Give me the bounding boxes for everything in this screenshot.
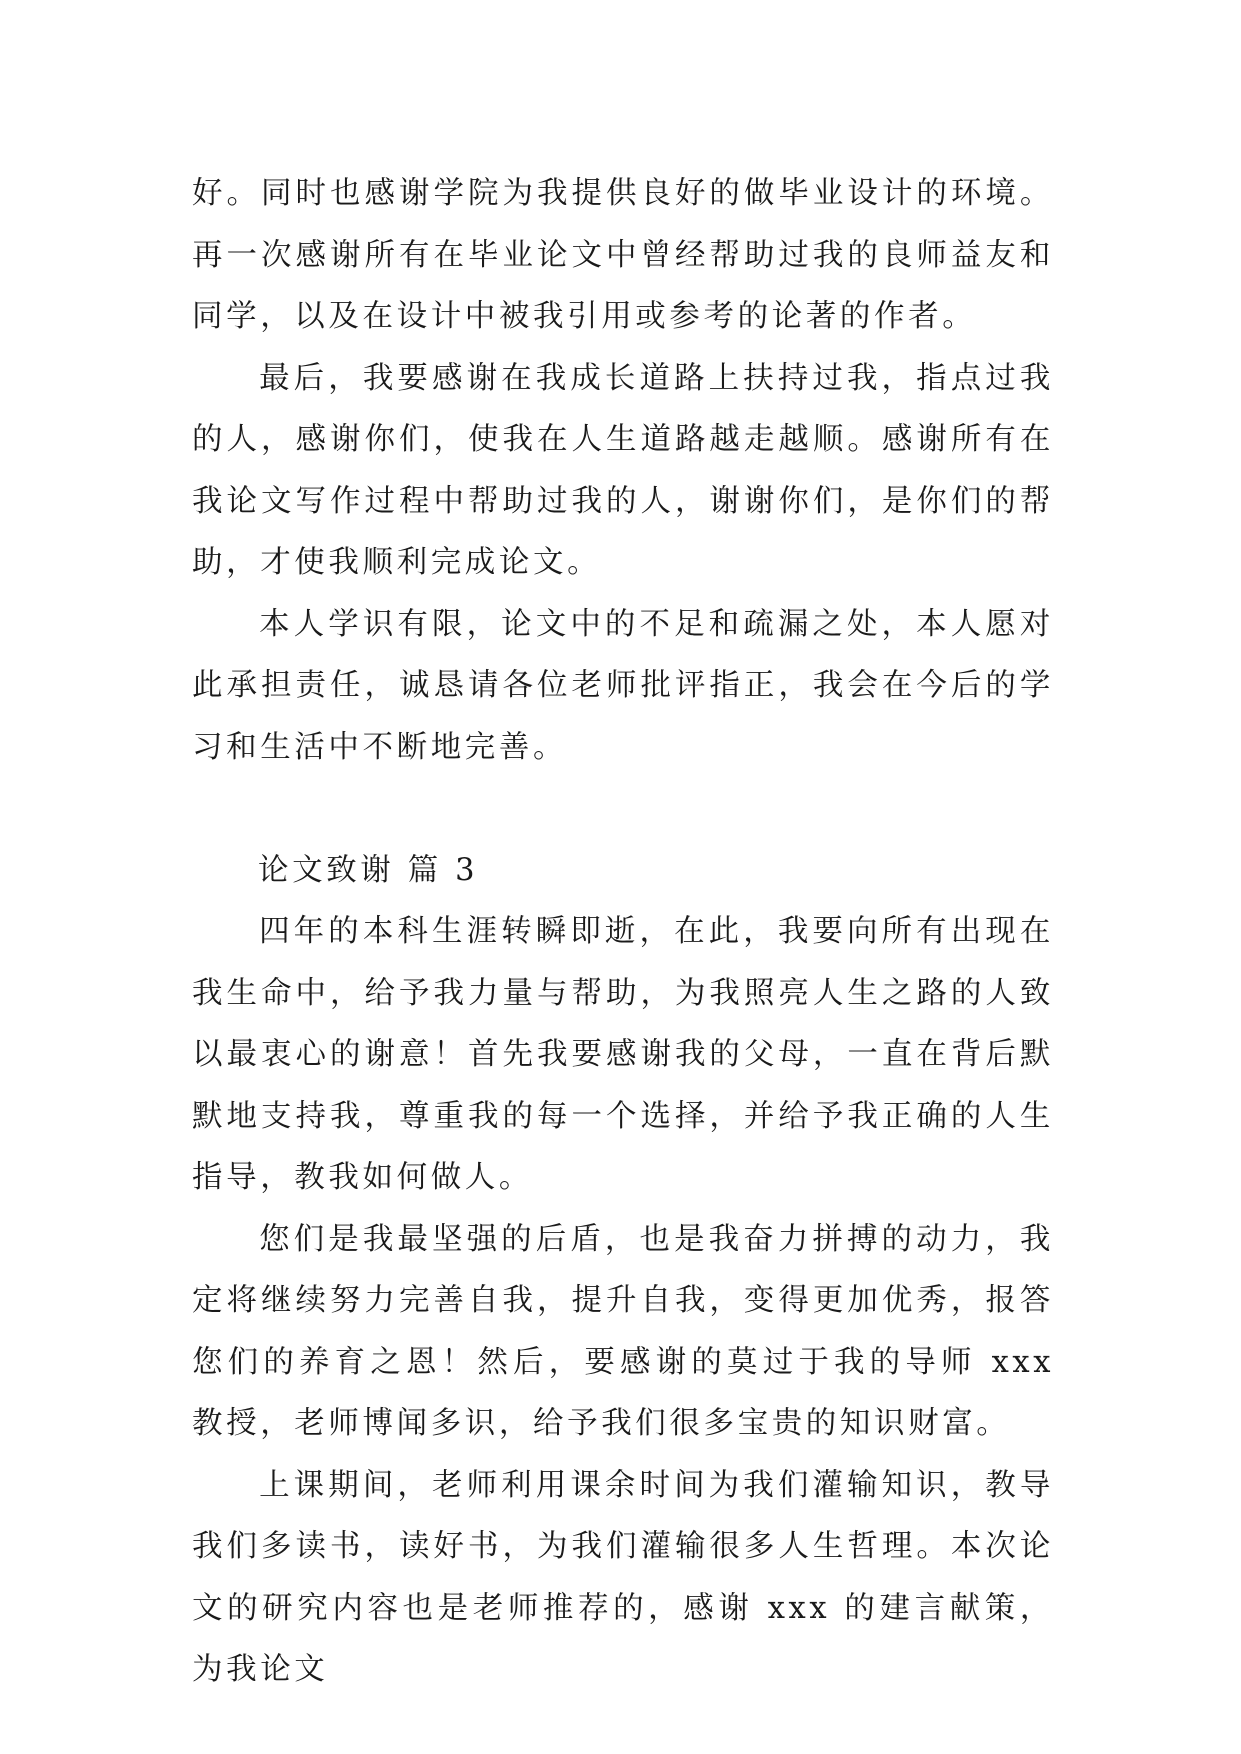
document-body xyxy=(192,163,1054,1701)
paragraph-final-thanks: 最后，我要感谢在我成长道路上扶持过我，指点过我的人，感谢你们，使我在人生道路越走越顺。感谢所有在我论文写作过程中帮助过我的人，谢谢你们，是你们的帮助，才使我顺利完成论文。 xyxy=(192,360,1054,580)
paragraph-continued: 好。同时也感谢学院为我提供良好的做毕业设计的环境。再一次感谢所有在毕业论文中曾经帮助过我的良师益友和同学，以及在设计中被我引用或参考的论著的作者。 xyxy=(192,176,1054,334)
section-spacer xyxy=(192,778,1054,840)
paragraph-teaching: 上课期间，老师利用课余时间为我们灌输知识，教导我们多读书，读好书，为我们灌输很多人生哲理。本次论文的研究内容也是老师推荐的，感谢 xxx 的建言献策，为我论文 xyxy=(192,1467,1054,1687)
section-heading: 论文致谢 篇 3 xyxy=(258,852,479,888)
paragraph-advisor: 您们是我最坚强的后盾，也是我奋力拼搏的动力，我定将继续努力完善自我，提升自我，变得更加优秀，报答您们的养育之恩！然后，要感谢的莫过于我的导师 xxx 教授，老师博闻多识，给予我们很多宝贵的知识财富。 xyxy=(192,1221,1054,1441)
paragraph-parents: 四年的本科生涯转瞬即逝，在此，我要向所有出现在我生命中，给予我力量与帮助，为我照亮人生之路的人致以最衷心的谢意！首先我要感谢我的父母，一直在背后默默地支持我，尊重我的每一个选择，并给予我正确的人生指导，教我如何做人。 xyxy=(192,914,1054,1195)
paragraph-limitations: 本人学识有限，论文中的不足和疏漏之处，本人愿对此承担责任，诚恳请各位老师批评指正，我会在今后的学习和生活中不断地完善。 xyxy=(192,606,1054,765)
